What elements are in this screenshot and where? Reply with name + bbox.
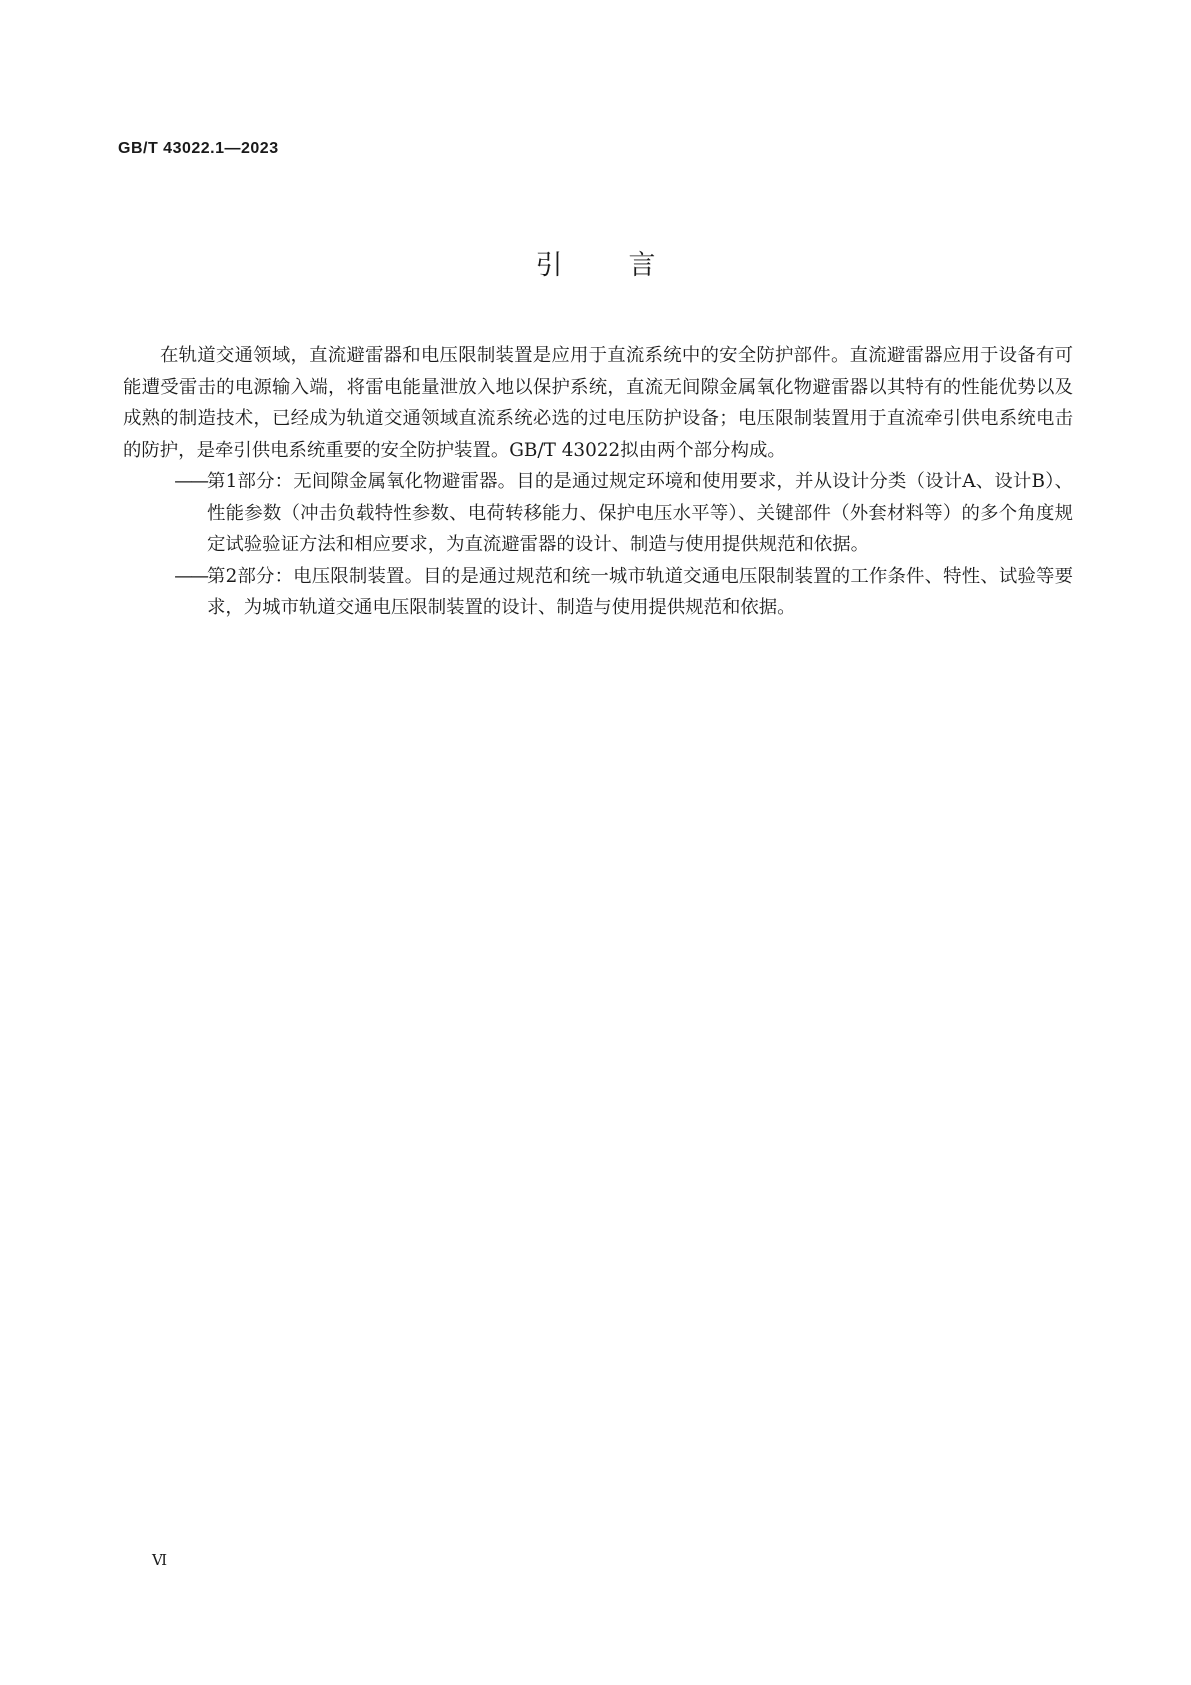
list-dash: —— <box>174 565 207 587</box>
introduction-body <box>123 340 1073 624</box>
page-title <box>0 243 1191 282</box>
title-char-2: 言 <box>628 250 656 281</box>
document-number: GB/T 43022.1—2023 <box>118 140 279 157</box>
list-item-part-1 <box>123 466 1073 561</box>
list-dash: —— <box>174 471 207 492</box>
part-1-description: 第1部分：无间隙金属氧化物避雷器。目的是通过规定环境和使用要求，并从设计分类（设计A、设计B）、性能参数（冲击负载特性参数、电荷转移能力、保护电压水平等）、关键部件（外套材料等）的多个角度规定试验验证方法和相应要求，为直流避雷器的设计、制造与使用提供规范和依据。 <box>207 471 1073 555</box>
title-char-1: 引 <box>535 250 563 281</box>
page-number: Ⅵ <box>152 1551 168 1569</box>
intro-paragraph: 在轨道交通领域，直流避雷器和电压限制装置是应用于直流系统中的安全防护部件。直流避雷器应用于设备有可能遭受雷击的电源输入端，将雷电能量泄放入地以保护系统，直流无间隙金属氧化物避雷器以其特有的性能优势以及成熟的制造技术，已经成为轨道交通领域直流系统必选的过电压防护设备；电压限制装置用于直流牵引供电系统电击的防护，是牵引供电系统重要的安全防护装置。GB/T 43022拟由两个部分构成。 <box>123 345 1073 461</box>
part-2-description: 第2部分：电压限制装置。目的是通过规范和统一城市轨道交通电压限制装置的工作条件、特性、试验等要求，为城市轨道交通电压限制装置的设计、制造与使用提供规范和依据。 <box>207 565 1073 618</box>
list-item-part-2 <box>123 561 1073 624</box>
